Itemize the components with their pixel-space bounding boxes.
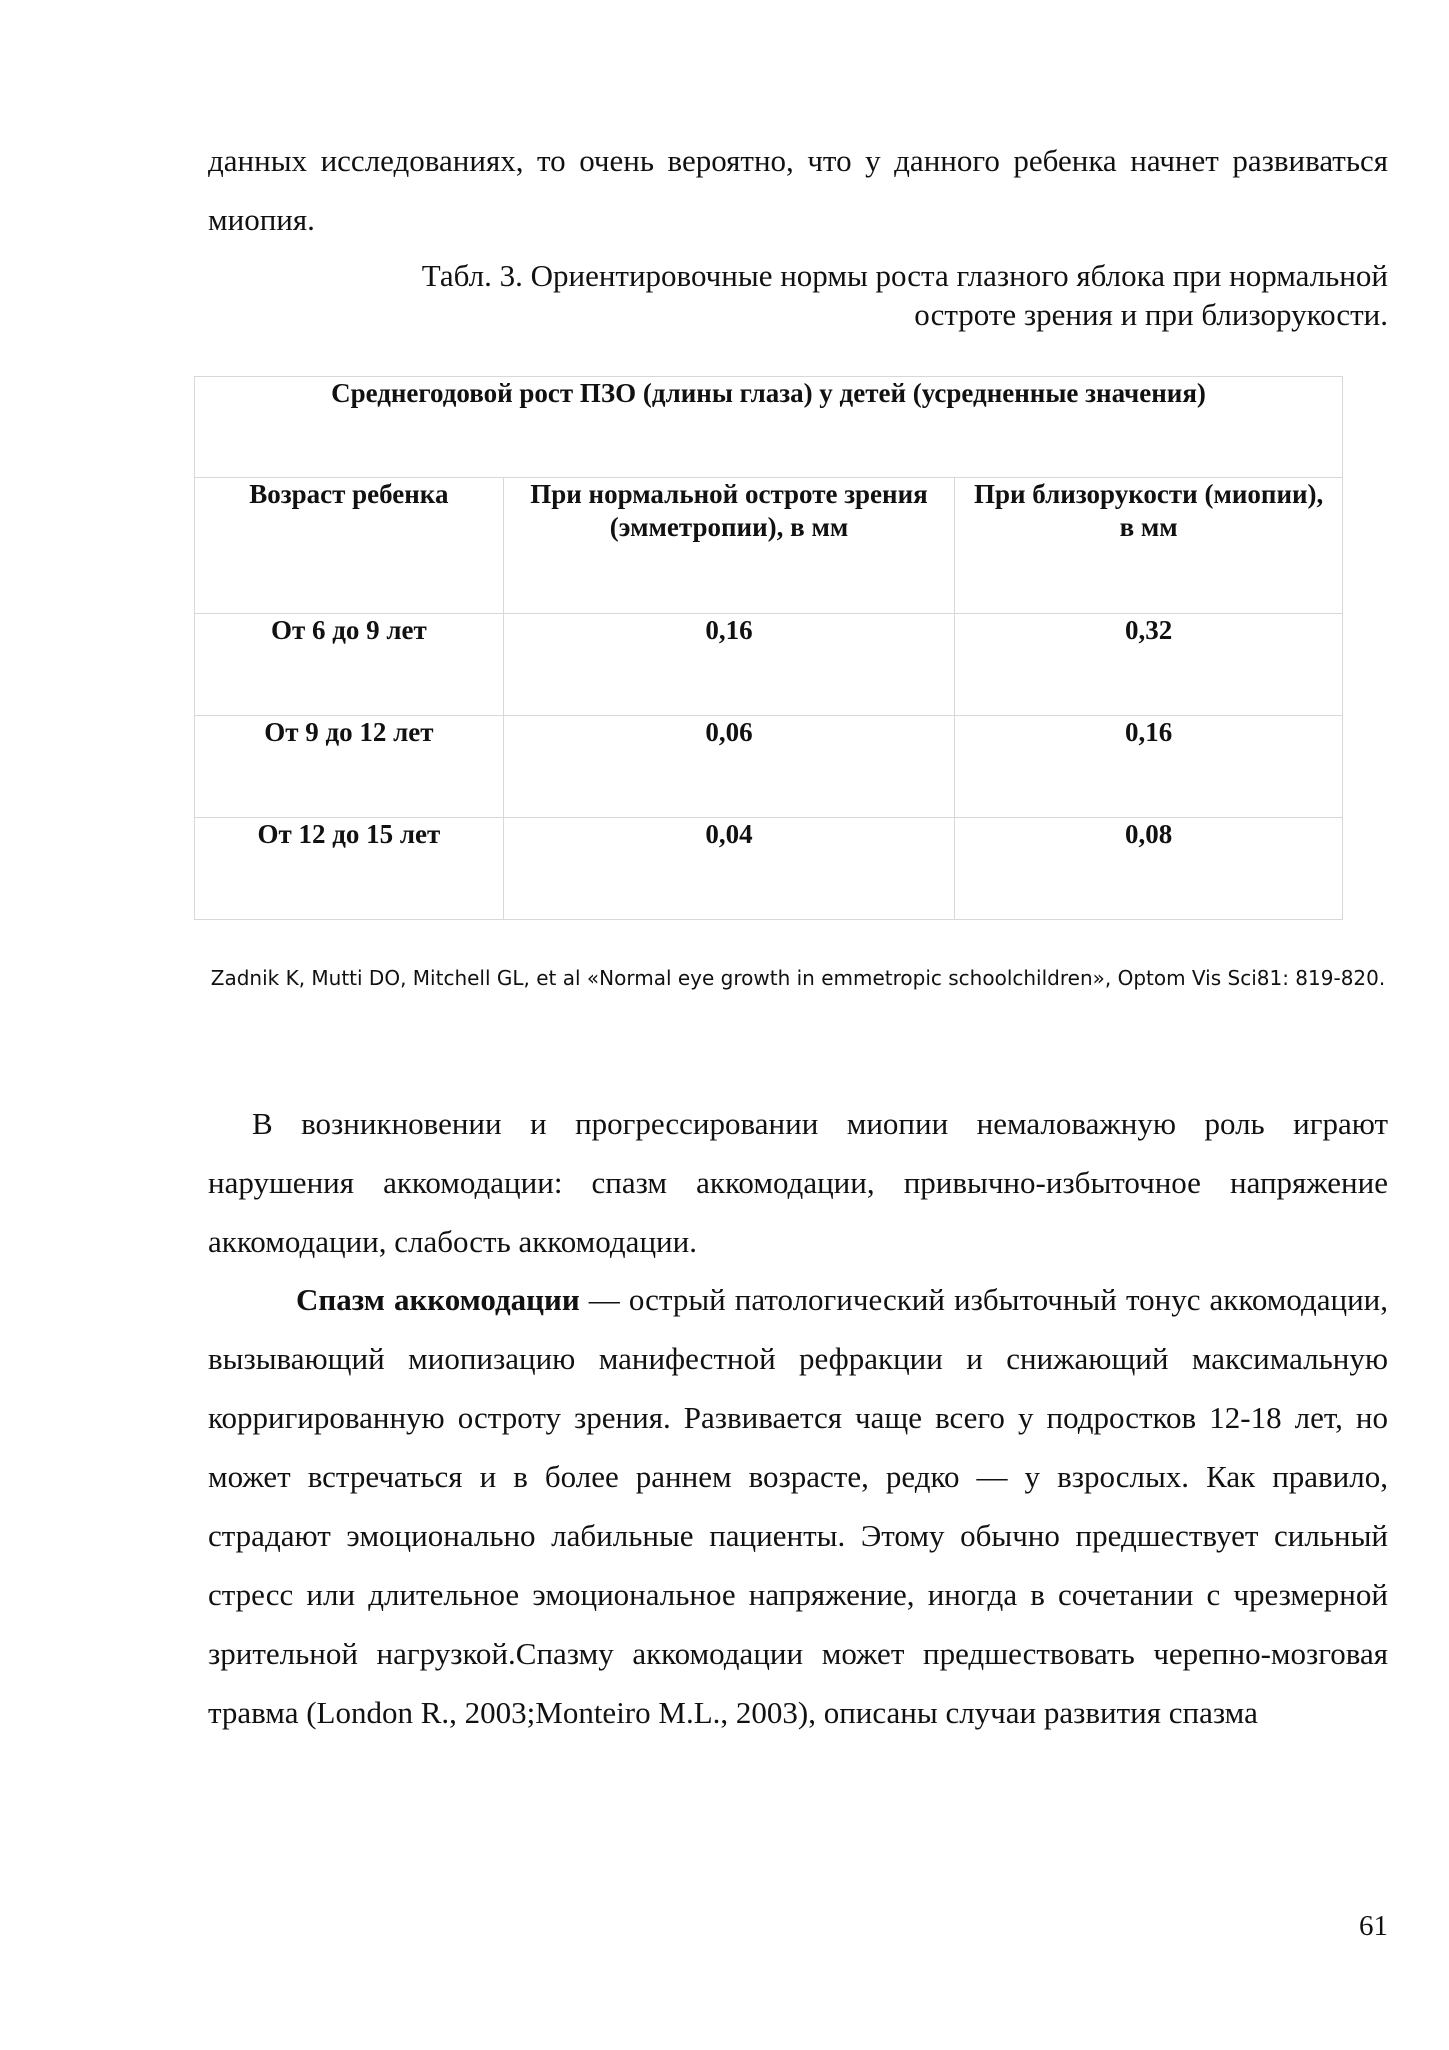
table-row — [195, 614, 1343, 716]
table-title: Среднегодовой рост ПЗО (длины глаза) у детей (усредненные значения) — [195, 377, 1343, 478]
header-myopia: При близорукости (миопии), в мм — [955, 478, 1343, 614]
cell-myopia: 0,08 — [955, 818, 1343, 920]
cell-emmetropia: 0,04 — [503, 818, 955, 920]
paragraph-spasm — [208, 1270, 1388, 1742]
page-number: 61 — [1359, 1910, 1388, 1942]
spasm-term: Спазм аккомодации — [296, 1282, 580, 1317]
header-emmetropia: При нормальной остроте зрения (эмметропии), в мм — [503, 478, 955, 614]
spasm-definition: — острый патологический избыточный тонус аккомодации, вызывающий миопизацию манифестной рефракции и снижающий максимальную корригированную остроту зрения. Развивается чаще всего у подростков 12-18 лет, но может встречаться и в более раннем возрасте, редко — у взрослых. Как правило, страдают эмоционально лабильные пациенты. Этому обычно предшествует сильный стресс или длительное эмоциональное напряжение, иногда в сочетании с чрезмерной зрительной нагрузкой.Спазму аккомодации может предшествовать черепно-мозговая травма (London R., 2003;Monteiro M.L., 2003), описаны случаи развития спазма — [208, 1282, 1388, 1730]
table-row — [195, 818, 1343, 920]
table-header-row — [195, 478, 1343, 614]
cell-age: От 12 до 15 лет — [195, 818, 504, 920]
table-caption — [208, 256, 1388, 334]
table-title-row — [195, 377, 1343, 478]
table-row — [195, 716, 1343, 818]
header-age: Возраст ребенка — [195, 478, 504, 614]
table-caption-line1: Табл. 3. Ориентировочные нормы роста глазного яблока при нормальной — [421, 258, 1388, 293]
cell-age: От 6 до 9 лет — [195, 614, 504, 716]
paragraph-accommodation: В возникновении и прогрессировании миопии немаловажную роль играют нарушения аккомодации: спазм аккомодации, привычно-избыточное напряжение аккомодации, слабость аккомодации. — [208, 1106, 1388, 1259]
cell-emmetropia: 0,16 — [503, 614, 955, 716]
cell-emmetropia: 0,06 — [503, 716, 955, 818]
cell-age: От 9 до 12 лет — [195, 716, 504, 818]
cell-myopia: 0,16 — [955, 716, 1343, 818]
table-caption-line2: остроте зрения и при близорукости. — [914, 297, 1388, 332]
eye-growth-table — [194, 376, 1343, 920]
table-source-citation: Zadnik K, Mutti DO, Mitchell GL, et al «Normal eye growth in emmetropic schoolchildren», Optom Vis Sci81: 819-820. — [210, 966, 1386, 990]
paragraph-intro: данных исследованиях, то очень вероятно, что у данного ребенка начнет развиваться миопия. — [208, 143, 1388, 237]
cell-myopia: 0,32 — [955, 614, 1343, 716]
